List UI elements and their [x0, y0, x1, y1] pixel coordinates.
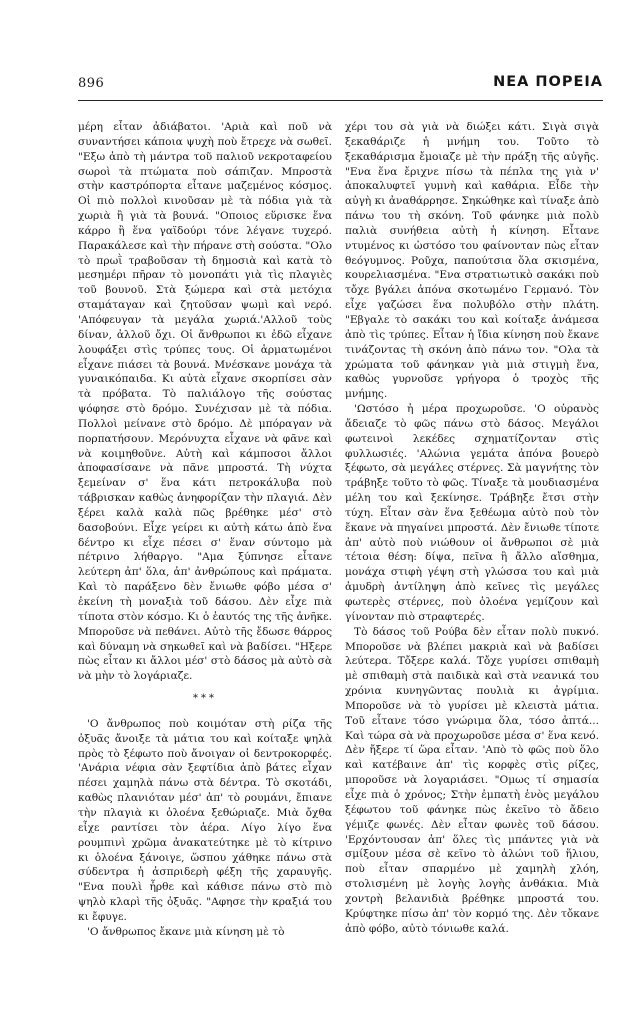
paragraph: χέρι του σὰ γιὰ νὰ διώξει κάτι. Σιγὰ σιγὰ ξεκαθάριζε ἡ μνήμη του. Τοῦτο τὸ ξεκαθάρισμα ἔμοιαζε μὲ τὴν πράξη τῆς αὐγῆς. "Ενα ἕνα ἔριχνε πίσω τὰ πέπλα της γιὰ ν' ἀποκαλυφτεῖ γυμνὴ καὶ καθάρια. Εἶδε τὴν αὐγὴ κι ἀναθάρρησε. Σηκώθηκε καὶ τίναξε ἀπὸ πάνω του τὴ σκόνη. Τοῦ φάνηκε μιὰ πολὺ παλιὰ συνήθεια αὐτὴ ἡ κίνηση. Εἶτανε ντυμένος κι ὡστόσο του φαίνονταν πὼς εἶταν θεόγυμνος. Ροῦχα, παπούτσια ὅλα σκισμένα, κουρελιασμένα. "Ενα στρατιωτικὸ σακάκι ποὺ τὄχε βγάλει ἀπόνα σκοτωμένο Γερμανό. Τὸν εἶχε γαζώσει ἕνα πολυβόλο στὴν πλάτη. "Εβγαλε τὸ σακάκι του καὶ κοίταξε ἀνάμεσα ἀπὸ τὶς τρύπες. Εἶταν ἡ ἴδια κίνηση ποὺ ἔκανε τινάζοντας τὴ σκόνη ἀπὸ πάνω τον. "Ολα τὰ χρώματα τοῦ φάνηκαν γιὰ μιὰ στιγμὴ ἕνα, καθὼς γυρνοῦσε γρήγορα ὁ τροχὸς τῆς μνήμης. — [345, 121, 599, 401]
paragraph: 'Ωστόσο ἡ μέρα προχωροῦσε. 'Ο οὐρανὸς ἄδειαζε τὸ φῶς πάνω στὸ δάσος. Μεγάλοι φωτεινοὶ λεκέδες σχηματίζονταν στὶς φυλλωσιές. 'Αλώνια γεμάτα ἀπόνα βουερὸ ξέφωτο, σὰ μεγάλες στέρνες. Σὰ μαγνήτης τὸν τράβηξε τοῦτο τὸ φῶς. Τίναξε τὰ μουδιασμένα μέλη του καὶ ξεκίνησε. Τράβηξε ἔτσι στὴν τύχη. Εἶταν σὰν ἕνα ξεθέωμα αὐτὸ ποὺ τὸν ἔκανε νὰ πηγαίνει μπροστά. Δὲν ἔνιωθε τίποτε ἀπ' αὐτὸ ποὺ νιώθουν οἱ ἄνθρωποι σὲ μιὰ τέτοια θέση: δίψα, πεῖνα ἢ ἄλλο αἴσθημα, μονάχα στιφὴ γέψη στὴ γλώσσα του καὶ μιὰ ἀμυδρὴ ἀντίληψη ἀπὸ κεῖνες τὶς μεγάλες φωτερὲς στέρνες, ποὺ ὁλοένα γεμίζουν καὶ γίνονταν πιὸ στραφτερές. — [345, 403, 599, 623]
left-column — [78, 120, 332, 1005]
paragraph: Τὸ δάσος τοῦ Ρούβα δὲν εἶταν πολὺ πυκνό. Μποροῦσε νὰ βλέπει μακριὰ καὶ νὰ βαδίσει λεύτερα. Τὄξερε καλά. Τὄχε γυρίσει σπιθαμὴ μὲ σπιθαμὴ στὰ παιδικὰ καὶ στὰ νεανικά του χρόνια κυνηγῶντας πουλιὰ κι ἀγρίμια. Μποροῦσε νὰ τὸ γυρίσει μὲ κλειστὰ μάτια. Τοῦ εἶτανε τόσο γνώριμα ὅλα, τόσο ἁπτά... Καὶ τώρα σὰ νὰ προχωροῦσε μέσα σ' ἕνα κενό. Δὲν ἤξερε τί ὥρα εἶταν. 'Απὸ τὸ φῶς ποὺ ὅλο καὶ κατέβαινε ἀπ' τὶς κορφὲς στὶς ρίζες, μποροῦσε νὰ λογαριάσει. "Ομως τί σημασία εἶχε πιὰ ὁ χρόνος; Στὴν ἐμπατὴ ἑνὸς μεγάλου ξέφωτου τοῦ φάνηκε πὼς ἐκεῖνο τὸ ἄδειο γέμιζε φωνές. Δὲν εἶταν φωνὲς τοῦ δάσου. 'Ερχόντουσαν ἀπ' ὅλες τὶς μπάντες γιὰ νὰ σμίξουν μέσα σὲ κεῖνο τὸ ἁλώνι τοῦ ἥλιου, ποὺ εἶταν σπαρμένο μὲ χαμηλὴ χλόη, στολισμένη μὲ λογὴς λογὴς ἀνθάκια. Μιὰ χοντρὴ βελανιδιὰ βρέθηκε μπροστά του. Κρύφτηκε πίσω ἀπ' τὸν κορμό της. Δὲν τὄκανε ἀπὸ φόβο, αὐτὸ τόνιωθε καλά. — [345, 625, 599, 935]
page-header — [78, 74, 603, 96]
page-number: 896 — [78, 76, 105, 91]
section-separator: *** — [193, 693, 217, 705]
paragraph: 'Ο ἄνθρωπος ἔκανε μιὰ κίνηση μὲ τὸ — [87, 925, 285, 938]
right-column — [345, 120, 599, 1005]
header-rule — [78, 100, 603, 101]
journal-title: ΝΕΑ ΠΟΡΕΙΑ — [493, 74, 603, 90]
paragraph: 'Ο ἄνθρωπος ποὺ κοιμόταν στὴ ρίζα τῆς ὀξυᾶς ἄνοιξε τὰ μάτια του καὶ κοίταξε ψηλὰ πρὸς τὸ ξέφωτο ποὺ ἄνοιγαν οἱ δεντροκορφές. 'Ανάρια νέφια σὰν ξεφτίδια ἀπὸ βάτες εἶχαν πέσει χαμηλὰ πάνω στὰ δέντρα. Τὸ σκοτάδι, καθὼς πλανιόταν μέσ' ἀπ' τὸ ρουμάνι, ἔπιανε τὴν πλαγιὰ κι ὁλοένα ξεθώριαζε. Μιὰ ὄχθα εἶχε ραντίσει τὸν ἀέρα. Λίγο λίγο ἕνα ρουμπινὶ χρῶμα ἀνακατεύτηκε μὲ τὸ κίτρινο κι ὁλοένα ξάνοιγε, ὥσπου χάθηκε πάνω στὰ σύδεντρα ἡ ἀσπριδερὴ φέξη τῆς χαραυγῆς. "Ενα πουλὶ ἦρθε καὶ κάθισε πάνω στὸ πιὸ ψηλὸ κλαρὶ τῆς ὀξυᾶς. "Αφησε τὴν κραξιά του κι ἔφυγε. — [78, 717, 332, 923]
paragraph: μέρη εἶταν ἀδιάβατοι. 'Αριὰ καὶ ποῦ νὰ συναντήσει κάποια ψυχὴ ποὺ ἔτρεχε νὰ σωθεῖ. "Εξω ἀπὸ τὴ μάντρα τοῦ παλιοῦ νεκροταφείου σωροὶ τὰ πτώματα ποὺ σάπιζαν. Μπροστὰ στὴν καστρόπορτα εἶτανε μαζεμένος κόσμος. Οἱ πιὸ πολλοὶ κινοῦσαν μὲ τὰ πόδια γιὰ τὰ χωριὰ ἢ γιὰ τὰ βουνά. "Οποιος εὕρισκε ἕνα κάρρο ἢ ἕνα γαϊδούρι τόνε λέγανε τυχερό. Παρακάλεσε καὶ τὴν πήρανε στὴ σούστα. "Ολο τὸ πρωῒ τραβοῦσαν τὴ δημοσιὰ καὶ κατὰ τὸ μεσημέρι πῆραν τὸ μονοπάτι γιὰ τὶς πλαγιὲς τοῦ βουνοῦ. Στὰ ξώμερα καὶ στὰ μετόχια σταμάταγαν καὶ ζητοῦσαν ψωμὶ καὶ νερό. 'Απόφευγαν τὰ μεγάλα χωριά.'Αλλοῦ τοὺς δίναν, ἀλλοῦ ὄχι. Οἱ ἄνθρωποι κι ἐδῶ εἶχανε λουφάξει στὶς τρύπες τους. Οἱ ἁρματωμένοι εἶχανε πιάσει τὰ βουνά. Μνέσκανε μονάχα τὰ γυναικόπαιδα. Κι αὐτὰ εἶχανε σκορπίσει σὰν τὰ πρόβατα. Τὸ παλιάλογο τῆς σούστας ψόφησε στὸ δρόμο. Συνέχισαν μὲ τὰ πόδια. Πολλοὶ μείνανε στὸ δρόμο. Δὲ μπόραγαν νὰ πορπατήσουν. Μερόνυχτα εἶχανε νὰ φᾶνε καὶ νὰ κοιμηθοῦνε. Αὐτὴ καὶ κάμποσοι ἄλλοι ἀποφασίσανε νὰ πᾶνε μπροστά. Τὴ νύχτα ξεμείναν σ' ἕνα κάτι πετροκάλυβα ποὺ τάβρισκαν καθὼς ἀνηφορίζαν τὴν πλαγιά. Δὲν ξέρει καλὰ καλὰ πῶς βρέθηκε μέσ' στὸ δασοβούνι. Εἶχε γείρει κι αὐτὴ κάτω ἀπὸ ἕνα δέντρο κι εἶχε πέσει σ' ἕναν σύντομο μὰ πέτρινο λήθαργο. "Αμα ξύπνησε εἶτανε λεύτερη ἀπ' ὅλα, ἀπ' ἀνθρώπους καὶ πράματα. Καὶ τὸ παράξενο δὲν ἔνιωθε φόβο μέσα σ' ἐκείνη τὴ μοναξιὰ τοῦ δάσου. Δὲν εἶχε πιὰ τίποτα στὸν κόσμο. Κι ὁ ἑαυτός της τῆς ἀνῆκε. Μποροῦσε νὰ πεθάνει. Αὐτὸ τῆς ἔδωσε θάρρος καὶ δύναμη νὰ σηκωθεῖ καὶ νὰ βαδίσει. "Ηξερε πὼς εἶταν κι ἄλλοι μέσ' στὸ δάσος μὰ αὐτὸ σὰ νὰ μὴν τὸ λογάριαζε. — [78, 121, 332, 683]
